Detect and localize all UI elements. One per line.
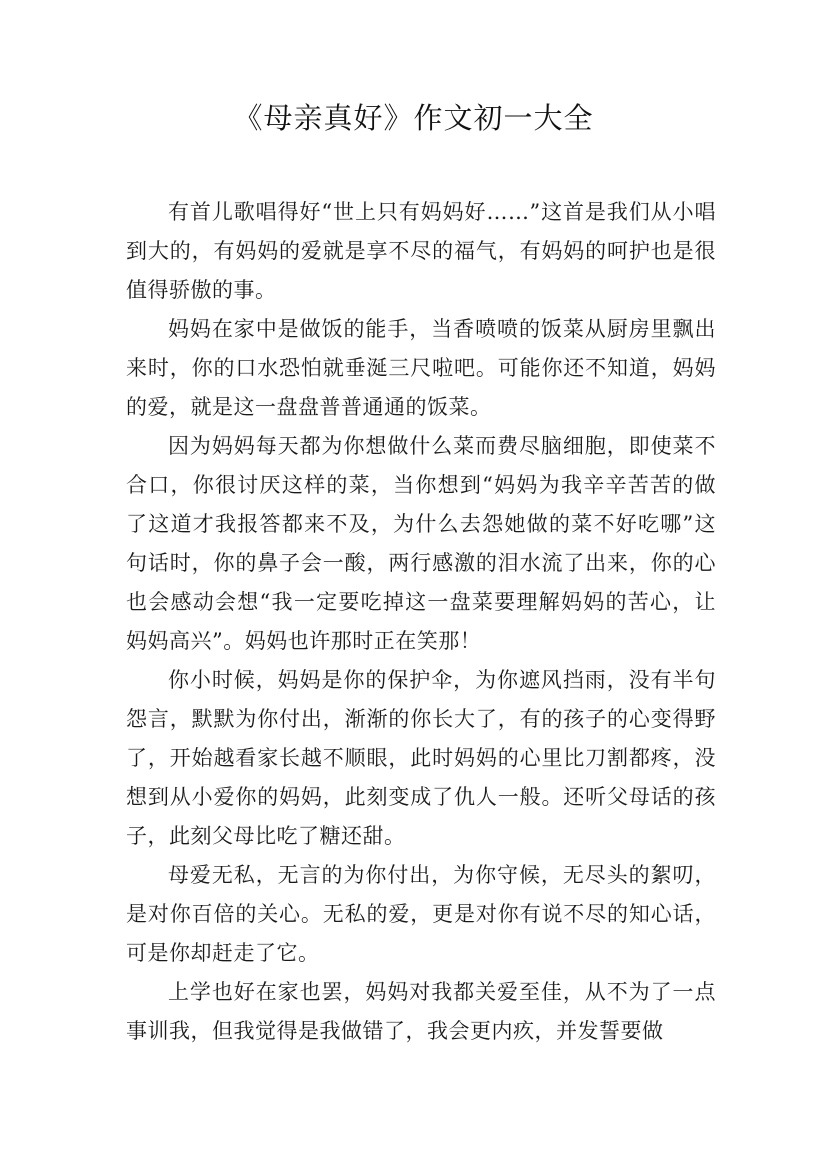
document-body bbox=[126, 193, 716, 1051]
paragraph: 母爱无私，无言的为你付出，为你守候，无尽头的絮叨，是对你百倍的关心。无私的爱，更是对你有说不尽的知心话，可是你却赶走了它。 bbox=[126, 863, 716, 965]
paragraph: 上学也好在家也罢，妈妈对我都关爱至佳，从不为了一点事训我，但我觉得是我做错了，我会更内疚，并发誓要做 bbox=[126, 980, 716, 1043]
paragraph: 妈妈在家中是做饭的能手，当香喷喷的饭菜从厨房里飘出来时，你的口水恐怕就垂涎三尺啦吧。可能你还不知道，妈妈的爱，就是这一盘盘普普通通的饭菜。 bbox=[126, 317, 716, 419]
document-title: 《母亲真好》作文初一大全 bbox=[233, 101, 594, 135]
paragraph: 你小时候，妈妈是你的保护伞，为你遮风挡雨，没有半句怨言，默默为你付出，渐渐的你长大了，有的孩子的心变得野了，开始越看家长越不顺眼，此时妈妈的心里比刀割都疼，没想到从小爱你的妈妈，此刻变成了仇人一般。还听父母话的孩子，此刻父母比吃了糖还甜。 bbox=[126, 668, 716, 848]
paragraph: 有首儿歌唱得好“世上只有妈妈好……”这首是我们从小唱到大的，有妈妈的爱就是享不尽的福气，有妈妈的呵护也是很值得骄傲的事。 bbox=[126, 200, 716, 302]
paragraph: 因为妈妈每天都为你想做什么菜而费尽脑细胞，即使菜不合口，你很讨厌这样的菜，当你想到“妈妈为我辛辛苦苦的做了这道才我报答都来不及，为什么去怨她做的菜不好吃哪”这句话时，你的鼻子会一酸，两行感激的泪水流了出来，你的心也会感动会想“我一定要吃掉这一盘菜要理解妈妈的苦心，让妈妈高兴”。妈妈也许那时正在笑那！ bbox=[126, 434, 716, 653]
